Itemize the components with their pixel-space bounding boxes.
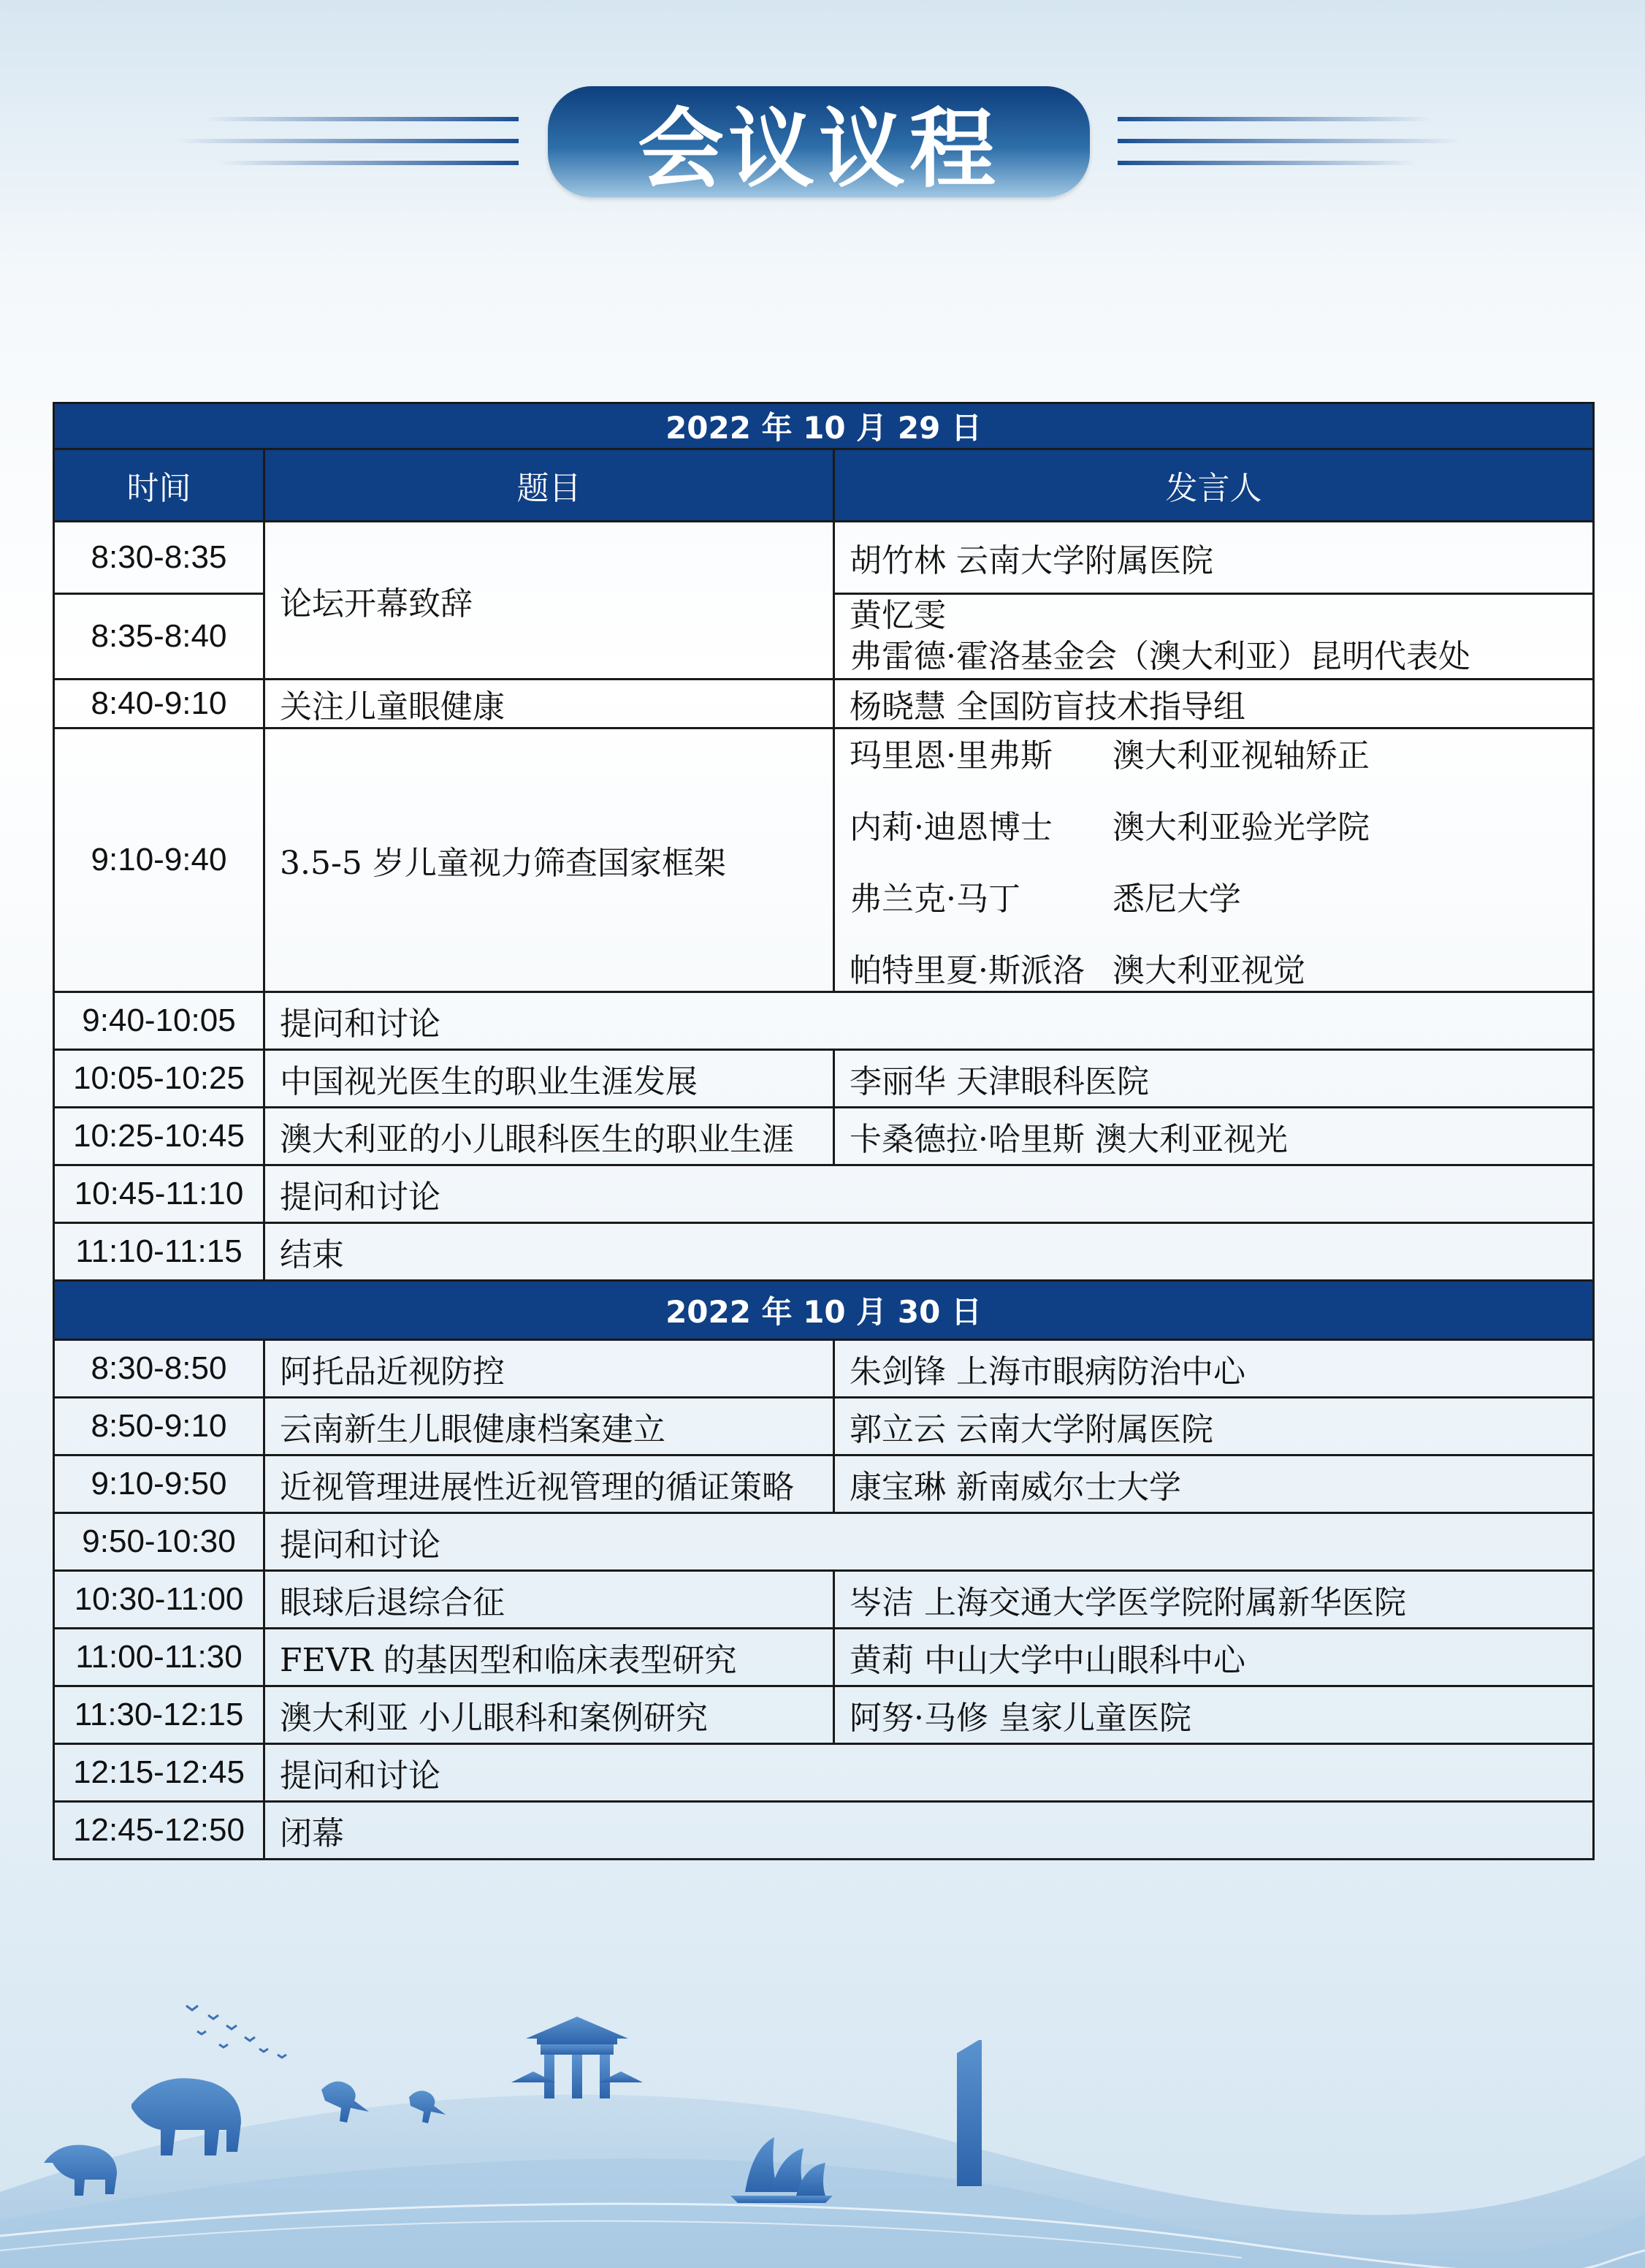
time-cell: 10:05-10:25 <box>54 1050 264 1108</box>
time-cell: 8:50-9:10 <box>54 1398 264 1455</box>
table-row <box>54 1571 1594 1629</box>
topic-cell: 近视管理进展性近视管理的循证策略 <box>264 1455 834 1513</box>
table-row <box>54 1340 1594 1398</box>
time-cell: 8:30-8:35 <box>54 522 264 594</box>
date-day1: 2022 年 10 月 29 日 <box>54 403 1594 449</box>
time-cell: 9:10-9:50 <box>54 1455 264 1513</box>
agenda-table <box>53 402 1595 1860</box>
table-row <box>54 1802 1594 1860</box>
speaker-cell: 岑洁 上海交通大学医学院附属新华医院 <box>834 1571 1594 1629</box>
topic-cell: 提问和讨论 <box>264 1165 1594 1223</box>
time-cell: 8:35-8:40 <box>54 594 264 680</box>
time-cell: 10:25-10:45 <box>54 1108 264 1165</box>
table-row <box>54 1686 1594 1744</box>
table-row <box>54 1165 1594 1223</box>
topic-cell: 提问和讨论 <box>264 1513 1594 1571</box>
table-row <box>54 1455 1594 1513</box>
time-cell: 11:00-11:30 <box>54 1629 264 1686</box>
time-cell: 9:50-10:30 <box>54 1513 264 1571</box>
speaker-name: 帕特里夏·斯派洛 <box>850 952 1085 989</box>
table-row <box>54 728 1594 992</box>
topic-cell: 关注儿童眼健康 <box>264 680 834 728</box>
time-cell: 9:40-10:05 <box>54 992 264 1050</box>
topic-cell: 3.5-5 岁儿童视力筛查国家框架 <box>264 728 834 992</box>
time-cell: 12:15-12:45 <box>54 1744 264 1802</box>
page-title-banner <box>548 86 1090 197</box>
time-cell: 11:10-11:15 <box>54 1223 264 1281</box>
table-row <box>54 680 1594 728</box>
speaker-cell: 李丽华 天津眼科医院 <box>834 1050 1594 1108</box>
col-header-time: 时间 <box>54 449 264 522</box>
time-cell: 8:30-8:50 <box>54 1340 264 1398</box>
topic-cell: 结束 <box>264 1223 1594 1281</box>
table-row <box>54 1629 1594 1686</box>
topic-cell: FEVR 的基因型和临床表型研究 <box>264 1629 834 1686</box>
topic-cell: 论坛开幕致辞 <box>264 522 834 680</box>
speaker-name: 玛里恩·里弗斯 <box>850 737 1053 775</box>
speaker-cell: 杨晓慧 全国防盲技术指导组 <box>834 680 1594 728</box>
tower-icon <box>957 2040 982 2186</box>
speaker-cell: 胡竹林 云南大学附属医院 <box>834 522 1594 594</box>
topic-cell: 澳大利亚 小儿眼科和案例研究 <box>264 1686 834 1744</box>
speaker-org: 悉尼大学 <box>1112 880 1241 918</box>
time-cell: 11:30-12:15 <box>54 1686 264 1744</box>
speaker-name: 黄忆雯 <box>850 597 946 634</box>
col-header-speaker: 发言人 <box>834 449 1594 522</box>
column-header-row <box>54 449 1594 522</box>
speaker-name: 弗兰克·马丁 <box>850 880 1020 918</box>
topic-cell: 澳大利亚的小儿眼科医生的职业生涯 <box>264 1108 834 1165</box>
speaker-cell: 郭立云 云南大学附属医院 <box>834 1398 1594 1455</box>
footer-illustration <box>0 1973 1645 2268</box>
table-row <box>54 1513 1594 1571</box>
speaker-name: 内莉·迪恩博士 <box>850 809 1053 846</box>
table-row <box>54 992 1594 1050</box>
time-cell: 9:10-9:40 <box>54 728 264 992</box>
date-row-day2 <box>54 1281 1594 1340</box>
time-cell: 10:45-11:10 <box>54 1165 264 1223</box>
table-row <box>54 522 1594 594</box>
table-row <box>54 1744 1594 1802</box>
topic-cell: 闭幕 <box>264 1802 1594 1860</box>
speaker-org: 澳大利亚视轴矫正 <box>1112 737 1370 775</box>
topic-cell: 眼球后退综合征 <box>264 1571 834 1629</box>
speaker-cell: 康宝琳 新南威尔士大学 <box>834 1455 1594 1513</box>
table-row <box>54 1223 1594 1281</box>
speaker-org: 澳大利亚验光学院 <box>1112 809 1370 846</box>
table-row <box>54 1108 1594 1165</box>
topic-cell: 阿托品近视防控 <box>264 1340 834 1398</box>
topic-cell: 中国视光医生的职业生涯发展 <box>264 1050 834 1108</box>
date-row-day1 <box>54 403 1594 449</box>
speaker-list <box>850 729 1578 991</box>
time-cell: 8:40-9:10 <box>54 680 264 728</box>
topic-cell: 提问和讨论 <box>264 1744 1594 1802</box>
topic-cell: 云南新生儿眼健康档案建立 <box>264 1398 834 1455</box>
time-cell: 12:45-12:50 <box>54 1802 264 1860</box>
speaker-cell: 卡桑德拉·哈里斯 澳大利亚视光 <box>834 1108 1594 1165</box>
speaker-cell: 朱剑锋 上海市眼病防治中心 <box>834 1340 1594 1398</box>
speaker-org: 弗雷德·霍洛基金会（澳大利亚）昆明代表处 <box>850 638 1470 675</box>
speaker-cell <box>834 594 1594 680</box>
speaker-cell: 黄莉 中山大学中山眼科中心 <box>834 1629 1594 1686</box>
archway-icon <box>511 2017 643 2098</box>
table-row <box>54 1398 1594 1455</box>
col-header-topic: 题目 <box>264 449 834 522</box>
table-row <box>54 1050 1594 1108</box>
title-deco-lines-right <box>1118 115 1461 174</box>
topic-cell: 提问和讨论 <box>264 992 1594 1050</box>
date-day2: 2022 年 10 月 30 日 <box>54 1281 1594 1340</box>
speaker-org: 澳大利亚视觉 <box>1112 952 1305 989</box>
speaker-cell <box>834 728 1594 992</box>
title-deco-lines-left <box>175 115 519 174</box>
birds-icon <box>186 2006 286 2058</box>
page-title: 会议议程 <box>637 99 1000 199</box>
speaker-cell: 阿努·马修 皇家儿童医院 <box>834 1686 1594 1744</box>
time-cell: 10:30-11:00 <box>54 1571 264 1629</box>
